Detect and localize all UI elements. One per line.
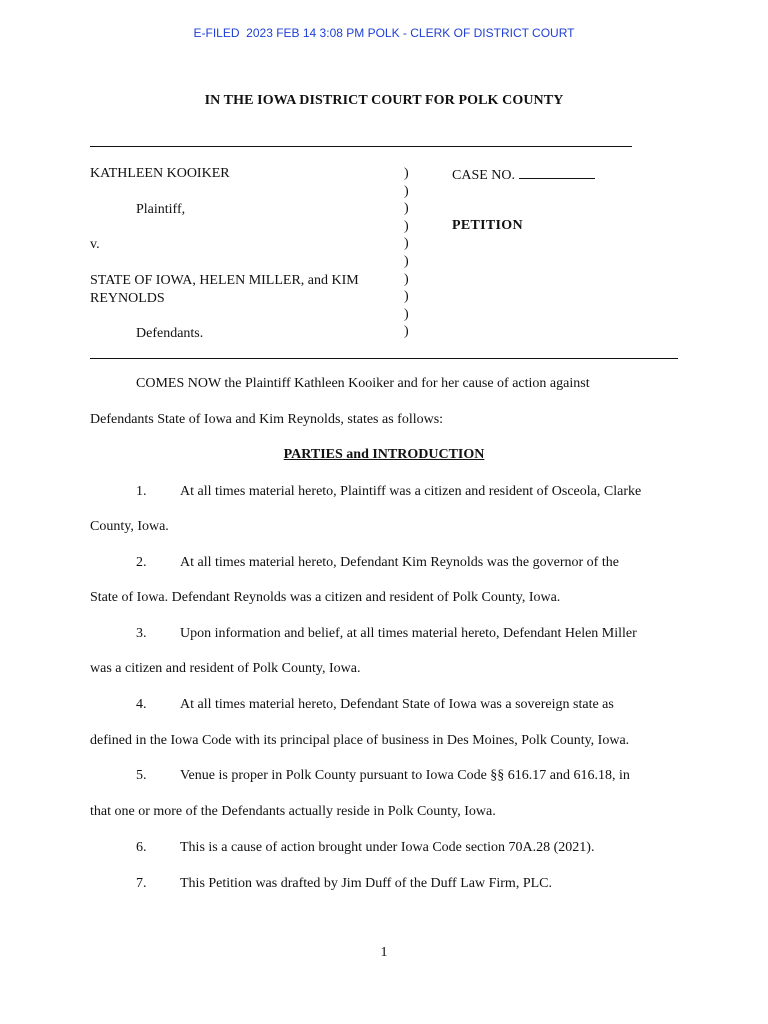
paren: ) (404, 166, 409, 181)
paragraph-text-continued: State of Iowa. Defendant Reynolds was a citizen and resident of Polk County, Iowa. (90, 590, 561, 605)
page-number: 1 (380, 945, 388, 960)
caption-top-rule (90, 146, 632, 147)
paragraph-text-continued: that one or more of the Defendants actually reside in Polk County, Iowa. (90, 804, 496, 819)
intro-line-2: Defendants State of Iowa and Kim Reynolds, states as follows: (90, 412, 444, 427)
paragraph-text-continued: was a citizen and resident of Polk County, Iowa. (90, 661, 361, 676)
paragraph-number: 3. (136, 626, 147, 641)
paren: ) (404, 236, 409, 252)
case-number (452, 165, 595, 185)
paren: ) (404, 271, 409, 287)
paragraph-text-continued: County, Iowa. (90, 519, 169, 534)
paren: ) (404, 218, 409, 234)
case-number-label: CASE NO. (452, 168, 516, 183)
defendants-role: Defendants. (136, 326, 204, 341)
section-heading (0, 447, 768, 463)
paragraph-number: 2. (136, 555, 147, 570)
case-number-blank (519, 165, 595, 179)
paragraph-number: 1. (136, 484, 147, 499)
caption-bottom-rule (90, 358, 678, 359)
paragraph-text: This is a cause of action brought under Iowa Code section 70A.28 (2021). (180, 840, 595, 855)
paragraph-number: 4. (136, 697, 147, 712)
paragraph-number: 7. (136, 876, 147, 891)
paren: ) (404, 183, 409, 199)
caption-parentheses (404, 165, 409, 341)
plaintiff-name: KATHLEEN KOOIKER (90, 166, 230, 181)
section-heading-text: PARTIES and INTRODUCTION (283, 447, 485, 462)
paren: ) (404, 253, 409, 269)
efiled-stamp: E-FILED 2023 FEB 14 3:08 PM POLK - CLERK OF DISTRICT COURT (193, 26, 575, 40)
paragraph-number: 6. (136, 840, 147, 855)
court-title: IN THE IOWA DISTRICT COURT FOR POLK COUNTY (204, 93, 564, 108)
defendants-line-2: REYNOLDS (90, 291, 165, 306)
intro-line-1: COMES NOW the Plaintiff Kathleen Kooiker and for her cause of action against (136, 376, 590, 391)
paragraph-text: Venue is proper in Polk County pursuant to Iowa Code §§ 616.17 and 616.18, in (180, 768, 630, 783)
paren: ) (404, 289, 409, 305)
paren: ) (404, 201, 409, 217)
paren: ) (404, 324, 409, 340)
versus: v. (90, 237, 100, 252)
paragraph-text: At all times material hereto, Plaintiff was a citizen and resident of Osceola, Clarke (180, 484, 642, 499)
paragraph-number: 5. (136, 768, 147, 783)
document-title: PETITION (452, 218, 523, 233)
plaintiff-role: Plaintiff, (136, 202, 186, 217)
paragraph-text: At all times material hereto, Defendant State of Iowa was a sovereign state as (180, 697, 614, 712)
paragraph-text: At all times material hereto, Defendant Kim Reynolds was the governor of the (180, 555, 619, 570)
paragraph-text: This Petition was drafted by Jim Duff of the Duff Law Firm, PLC. (180, 876, 552, 891)
paragraph-text-continued: defined in the Iowa Code with its principal place of business in Des Moines, Polk County, Iowa. (90, 733, 630, 748)
defendants-line-1: STATE OF IOWA, HELEN MILLER, and KIM (90, 273, 359, 288)
paren: ) (404, 306, 409, 322)
paragraph-text: Upon information and belief, at all times material hereto, Defendant Helen Miller (180, 626, 637, 641)
